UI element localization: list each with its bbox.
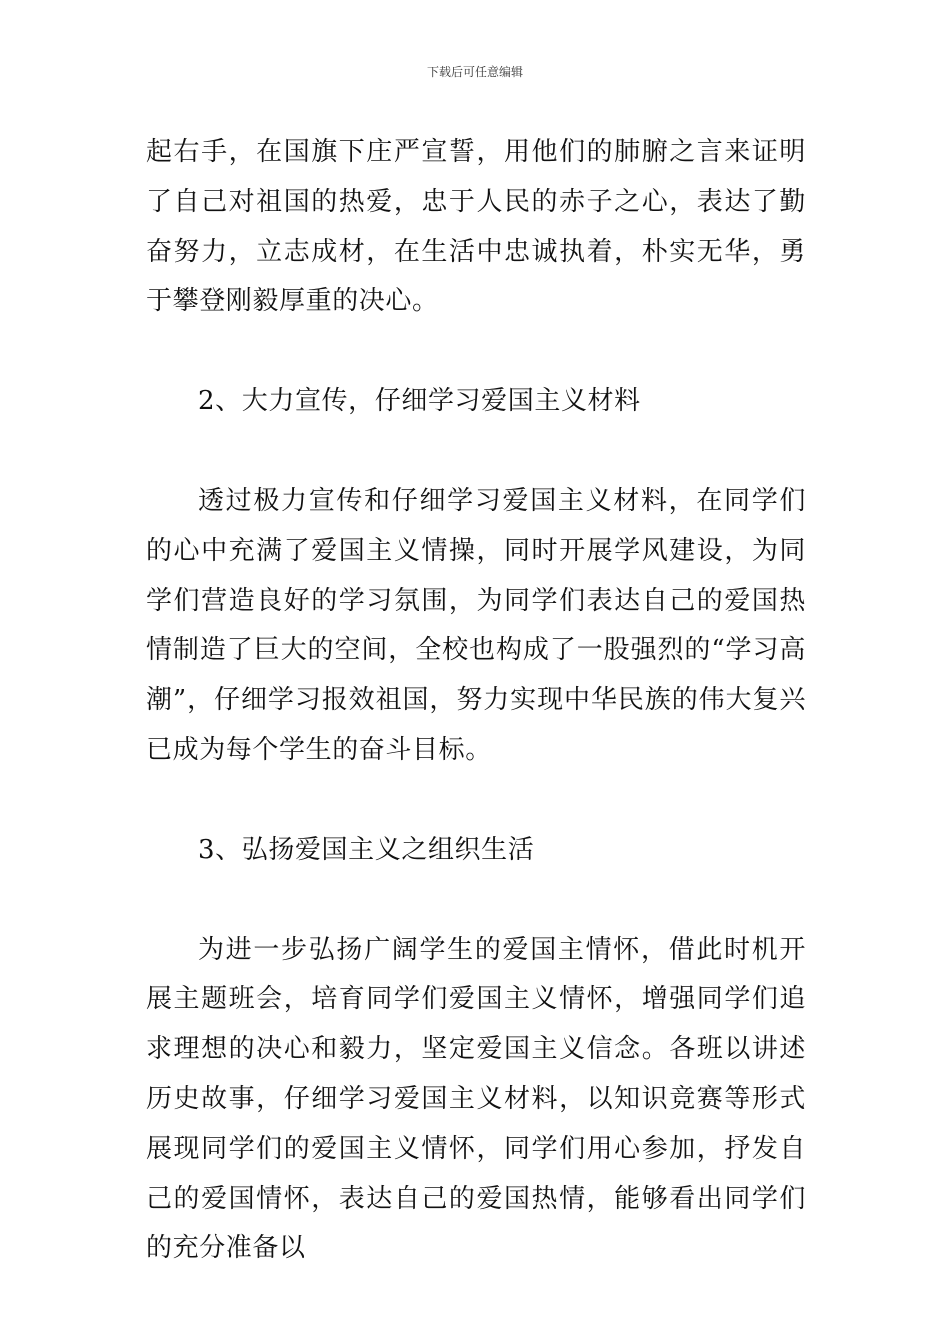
header-note: 下载后可任意编辑 <box>426 65 523 79</box>
paragraph-gap <box>146 876 806 926</box>
paragraph-continuation: 起右手，在国旗下庄严宣誓，用他们的肺腑之言来证明了自己对祖国的热爱，忠于人民的赤子之心，表达了勤奋努力，立志成材，在生活中忠诚执着，朴实无华，勇于攀登刚毅厚重的决心。 <box>146 137 806 317</box>
paragraph-gap <box>146 427 806 477</box>
section-heading-3: 3、弘扬爱国主义之组织生活 <box>198 834 535 865</box>
document-body <box>146 128 806 1274</box>
paragraph-gap <box>146 776 806 826</box>
paragraph-section-2: 透过极力宣传和仔细学习爱国主义材料，在同学们的心中充满了爱国主义情操，同时开展学风建设，为同学们营造良好的学习氛围，为同学们表达自己的爱国热情制造了巨大的空间，全校也构成了一股强烈的“学习高 潮”，仔细学习报效祖国，努力实现中华民族的伟大复兴已成为每个学生的奋斗目标。 <box>146 485 806 765</box>
paragraph-section-3: 为进一步弘扬广阔学生的爱国主情怀，借此时机开展主题班会，培育同学们爱国主义情怀，增强同学们追求理想的决心和毅力，坚定爱国主义信念。各班以讲述历史故事，仔细学习爱国主义材料，以知识竞赛等形式展现同学们的爱国主义情怀，同学们用心参加，抒发自己的爱国情怀，表达自己的爱国热情，能够看出同学们的充分准备以 <box>146 934 806 1264</box>
section-heading-2: 2、大力宣传，仔细学习爱国主义材料 <box>198 386 641 417</box>
paragraph-gap <box>146 327 806 377</box>
